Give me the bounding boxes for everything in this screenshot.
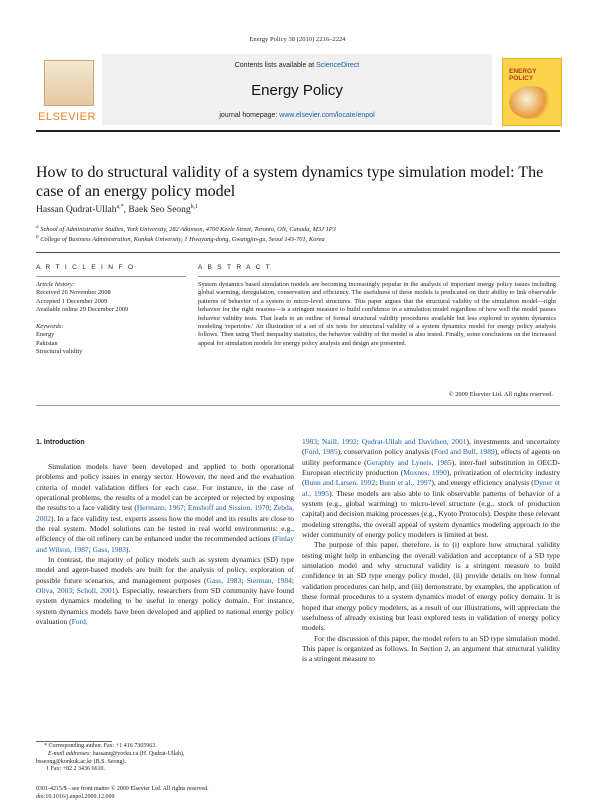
author-separator: ,: [124, 205, 129, 215]
abstract-text: System dynamics based simulation models are becoming increasingly popular in the analysis of important energy policy issues including global warming, deregulation, conservation and efficiency. The usefulness of these models is predicated on their ability to link observable patterns of behavior of a system to micro-level structures. This paper argues that the structural validity of the simulation model—right behavior for the right reasons—is a stringent measure to build confidence in a simulation model regardless of how well the model passes behavior validity tests. That leads to an outline of formal structural validity procedures available but less explored in system dynamics modeling 'repertoire.' An illustration of a set of six tests for structural validity of a system dynamics model for energy policy analysis follows. Then using Theil inequality statistics, the behavior validity of the model is also tested. Finally, some conclusions on the increased appeal for simulation models for energy policy analysis and design are presented.: [198, 281, 556, 348]
article-history: [36, 281, 186, 315]
history-label: Article history:: [36, 281, 186, 289]
paragraph-text: ). In a face validity test, experts assess how the model and its results are close to the real system. Model solutions can be tested in real world environments: e.g., efficiency of the oil refinery can be enhanced under the recommended actions (: [36, 514, 294, 544]
journal-masthead: [36, 54, 560, 127]
author-affiliation-mark[interactable]: b,1: [191, 204, 199, 210]
abstract-divider: [198, 276, 560, 277]
contents-prefix: Contents lists available at: [235, 62, 316, 69]
sciencedirect-link[interactable]: ScienceDirect: [316, 62, 359, 69]
cover-artwork: [509, 86, 553, 119]
footnote-email-2[interactable]: bsseong@konkuk.ac.kr (B.S. Seong).: [36, 759, 294, 767]
citation-link[interactable]: Scholl, 2001: [77, 586, 116, 595]
cover-title-line-1: ENERGY: [509, 68, 536, 75]
keyword: Structural validity: [36, 348, 186, 356]
paragraph-text: ). These models are also able to link observable patterns of behavior of a system (e.g., global warming) to micro-level structure (e.g., stock of production capital) and decision making processes (e.g., Kyoto Protocols). Despite these relevant modeling strengths, the overall appeal of system dynamics modeling approach to the wider community of energy policy modelers is limited at best.: [302, 489, 560, 539]
elsevier-wordmark: ELSEVIER: [36, 111, 98, 123]
paragraph: [36, 555, 294, 627]
citation-link[interactable]: Ford and Bull, 1989: [434, 447, 495, 456]
footnote-divider: [36, 741, 112, 742]
citation-link[interactable]: Dyner et al., 1995: [302, 478, 560, 497]
citation-sep: ;: [269, 503, 273, 512]
citation-sep: ;: [375, 478, 379, 487]
citation-link[interactable]: 1983: [302, 437, 317, 446]
masthead-banner: [102, 54, 492, 125]
article-info-heading: A R T I C L E I N F O: [36, 264, 135, 271]
citation-link[interactable]: Bunn and Larsen, 1992: [305, 478, 376, 487]
homepage-line: [102, 112, 492, 119]
citation-sep: ;: [241, 576, 246, 585]
copyright-notice: © 2009 Elsevier Ltd. All rights reserved.: [198, 391, 553, 399]
citation-link[interactable]: Finlay and Wilson, 1987: [36, 534, 294, 553]
email-label: E-mail addresses:: [48, 751, 91, 757]
paragraph-text: ), and energy efficiency analysis (: [431, 478, 533, 487]
paragraph-text: ).: [126, 545, 130, 554]
citation-sep: ;: [72, 586, 77, 595]
paragraph-text: In contrast, the majority of policy models such as system dynamics (SD) type model and agent-based models are built for the analysis of policy, exploration of possible future scenarios, and management purposes (: [36, 555, 294, 585]
journal-cover-image[interactable]: [502, 58, 562, 126]
article-info-divider: [36, 276, 186, 277]
elsevier-tree-icon: [44, 60, 94, 106]
author-name: Baek Seo Seong: [128, 205, 190, 215]
keywords-label: Keywords:: [36, 323, 186, 331]
cover-title-line-2: POLICY: [509, 75, 536, 82]
masthead-divider: [36, 130, 560, 132]
citation-link[interactable]: Sterman, 1984: [247, 576, 292, 585]
footnote-fax: 1 Fax: +82 2 3436 6610.: [36, 766, 294, 774]
paragraph-text: ), investments and uncertainty (: [302, 437, 560, 456]
section-heading-introduction: 1. Introduction: [36, 439, 85, 446]
footnotes: [36, 743, 294, 774]
keywords: [36, 323, 186, 357]
paragraph-text: ), inter-fuel substitution in OECD-European electricity production (: [302, 458, 560, 477]
citation-link[interactable]: Geraphty and Lyneis, 1985: [367, 458, 452, 467]
citation-link[interactable]: Hermann, 1967: [137, 503, 184, 512]
body-column-left: [36, 462, 294, 628]
affiliation-mark: a: [36, 224, 39, 230]
author-name: Hassan Qudrat-Ullah: [36, 205, 116, 215]
paragraph-text: ), privatization of electricity industry (: [302, 468, 560, 487]
citation-link[interactable]: Emshoff and Sission, 1970: [188, 503, 269, 512]
paragraph: The purpose of this paper, therefore, is to (i) explore how structural validity testing might help in enhancing the overall validation and acceptance of a SD type simulation model and why structural validity is a stringent measure to build confidence in an SD type energy policy model, (ii) provide details on how formal validation procedures can help, and (iii) demonstrate, by examples, the application of these formal procedures to a system dynamics model of energy policy domain. It is hoped that energy policy modelers, as a result of our illustrations, will appreciate the usefulness of already existing but least explored tests in validation of energy policy models.: [302, 540, 560, 633]
affiliation-text: College of Business Administration, Konkuk University, 1 Hwayang-dong, Gwangjin-gu, Seoul 143-701, Korea: [39, 236, 325, 243]
body-column-right: [302, 437, 560, 665]
abstract-heading: A B S T R A C T: [198, 264, 272, 271]
citation-link[interactable]: Moxnes, 1990: [403, 468, 447, 477]
citation-sep: ;: [317, 437, 322, 446]
abstract-bottom-divider: [36, 405, 560, 406]
affiliation: [36, 233, 325, 245]
keyword: Energy: [36, 331, 186, 339]
citation-link[interactable]: Ford, 1985: [305, 447, 338, 456]
affiliation-text: School of Administrative Studies, York University, 282 Atkinson, 4700 Keele Street, Toronto, ON, Canada, M3J 1P3: [39, 226, 336, 233]
paragraph-text: ), effects of agents on utility performance (: [302, 447, 560, 466]
homepage-link[interactable]: www.elsevier.com/locate/enpol: [279, 112, 374, 119]
history-received: Received 26 November 2008: [36, 289, 186, 297]
author-list: [36, 204, 198, 215]
citation-sep: ;: [89, 545, 93, 554]
citation-link[interactable]: Gass, 1983: [207, 576, 242, 585]
citation-link[interactable]: Oliva, 2003: [36, 586, 72, 595]
elsevier-logo[interactable]: [36, 54, 98, 125]
citation-link[interactable]: Zebda, 2002: [36, 503, 294, 522]
citation-link[interactable]: Bunn et al., 1997: [379, 478, 431, 487]
citation-sep: ;: [357, 437, 362, 446]
author-affiliation-mark[interactable]: a,*: [116, 204, 123, 210]
citation-link[interactable]: Qudrat-Ullah and Davidsen, 2001: [362, 437, 467, 446]
section-divider: [36, 252, 560, 253]
citation-link[interactable]: Gass, 1983: [93, 545, 126, 554]
citation-sep: ;: [184, 503, 188, 512]
keyword: Pakistan: [36, 340, 186, 348]
contents-line: [102, 62, 492, 69]
paragraph-text: ), conservation policy analysis (: [338, 447, 434, 456]
issn-line: 0301-4215/$ - see front matter © 2009 Elsevier Ltd. All rights reserved.: [36, 786, 209, 794]
journal-title: Energy Policy: [102, 82, 492, 99]
paragraph: [302, 437, 560, 540]
paragraph-text: ). Especially, researchers from SD community have found system dynamics modeling to be useful in energy policy domain. For instance, system dynamics models have been developed and applied to national energy policy evaluation (: [36, 586, 294, 626]
homepage-prefix: journal homepage:: [219, 112, 279, 119]
cover-title: [509, 68, 536, 82]
citation-sep: ;: [292, 576, 294, 585]
email-address[interactable]: hassanq@yorku.ca (H. Qudrat-Ullah),: [91, 751, 184, 757]
citation-link[interactable]: Naill, 1992: [322, 437, 357, 446]
footnote-email: [36, 751, 294, 759]
affiliation-mark: b: [36, 234, 39, 240]
article-title: How to do structural validity of a system dynamics type simulation model: The case of an energy policy model: [36, 163, 560, 201]
running-head: Energy Policy 38 (2010) 2216–2224: [0, 36, 595, 43]
history-available: Available online 29 December 2009: [36, 306, 186, 314]
doi-line[interactable]: doi:10.1016/j.enpol.2009.12.009: [36, 794, 209, 801]
footnote-corresponding: * Corresponding author. Fax: +1 416 7365963.: [36, 743, 294, 751]
paragraph-text: Simulation models have been developed and applied to both operational problems and policy issues in energy sector. However, the need and the evaluation criteria of model validation differs for each case. For instance, in the case of operational problems, the results of a model can be accepted or rejected by exposing the results to a face validity test (: [36, 462, 294, 512]
paragraph: For the discussion of this paper, the model refers to an SD type simulation model. This paper is organized as follows. In Section 2, an argument that structural validity is a stringent measure to: [302, 634, 560, 665]
citation-link[interactable]: Ford,: [72, 617, 88, 626]
history-accepted: Accepted 1 December 2009: [36, 298, 186, 306]
paragraph: [36, 462, 294, 555]
